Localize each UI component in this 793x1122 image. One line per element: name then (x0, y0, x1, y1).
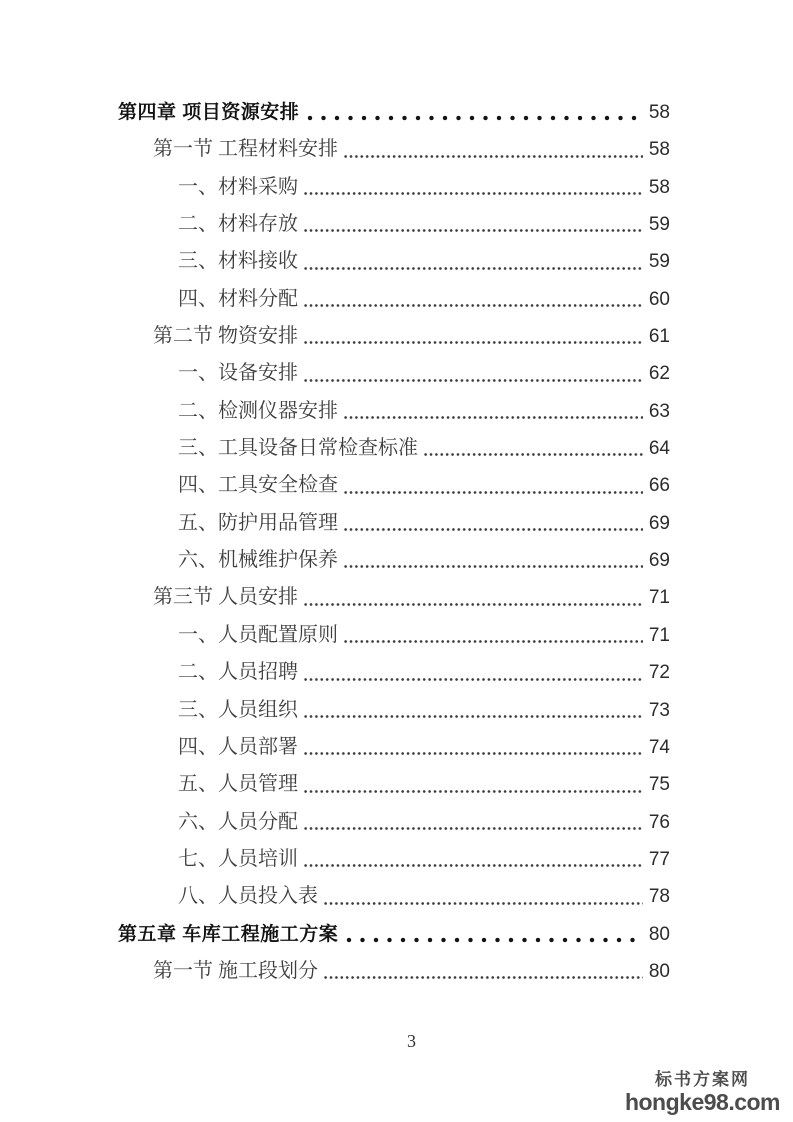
watermark-logo (625, 1070, 780, 1114)
toc-entry-item (118, 729, 670, 766)
toc-entry-page: 80 (648, 923, 670, 945)
toc-entry-title: 第三节 人员安排 (153, 586, 298, 609)
toc-entry-title: 第一节 工程材料安排 (153, 138, 338, 161)
toc-entry-title: 六、机械维护保养 (178, 549, 338, 572)
toc-entry-title: 一、设备安排 (178, 362, 298, 385)
dot-leader (324, 975, 643, 980)
toc-entry-page: 69 (648, 550, 670, 572)
toc-entry-page: 59 (648, 251, 670, 273)
toc-entry-title: 第一节 施工段划分 (153, 959, 318, 982)
toc-entry-item (118, 169, 670, 206)
toc-entry-chapter (118, 94, 670, 131)
toc-entry-page: 75 (648, 774, 670, 796)
toc-entry-item (118, 878, 670, 915)
toc-entry-title: 二、检测仪器安排 (178, 399, 338, 422)
toc-entry-title: 四、材料分配 (178, 287, 298, 310)
table-of-contents (118, 94, 670, 990)
toc-entry-item (118, 766, 670, 803)
toc-entry-title: 六、人员分配 (178, 810, 298, 833)
toc-entry-page: 59 (648, 214, 670, 236)
page-number: 3 (407, 1031, 416, 1051)
toc-entry-page: 76 (648, 811, 670, 833)
toc-entry-page: 58 (648, 176, 670, 198)
toc-entry-section (118, 131, 670, 168)
dot-leader (344, 490, 643, 495)
dot-leader (304, 602, 643, 607)
dot-leader (324, 901, 643, 906)
toc-entry-item (118, 692, 670, 729)
toc-entry-page: 73 (648, 699, 670, 721)
toc-entry-section (118, 953, 670, 990)
dot-leader (304, 677, 643, 682)
toc-entry-page: 69 (648, 512, 670, 534)
dot-leader (304, 228, 643, 233)
toc-entry-item (118, 617, 670, 654)
dot-leader (344, 564, 643, 569)
toc-entry-item (118, 467, 670, 504)
dot-leader (307, 115, 640, 121)
toc-entry-item (118, 206, 670, 243)
dot-leader (344, 527, 643, 532)
toc-entry-title: 四、人员部署 (178, 735, 298, 758)
dot-leader (344, 639, 643, 644)
toc-entry-page: 80 (648, 960, 670, 982)
toc-entry-item (118, 505, 670, 542)
toc-entry-page: 66 (648, 475, 670, 497)
dot-leader (304, 863, 643, 868)
toc-entry-item (118, 393, 670, 430)
watermark-site-name: 标书方案网 (654, 1070, 750, 1089)
toc-entry-title: 三、材料接收 (178, 250, 298, 273)
dot-leader (304, 340, 643, 345)
toc-entry-title: 一、材料采购 (178, 175, 298, 198)
toc-entry-page: 77 (648, 848, 670, 870)
toc-entry-title: 八、人员投入表 (178, 885, 318, 908)
toc-entry-item (118, 804, 670, 841)
toc-entry-title: 一、人员配置原则 (178, 623, 338, 646)
toc-entry-item (118, 841, 670, 878)
toc-entry-title: 二、人员招聘 (178, 661, 298, 684)
toc-entry-page: 61 (648, 326, 670, 348)
toc-entry-page: 78 (648, 886, 670, 908)
toc-entry-item (118, 430, 670, 467)
toc-entry-page: 71 (648, 587, 670, 609)
toc-entry-item (118, 654, 670, 691)
dot-leader (304, 191, 643, 196)
toc-entry-title: 第五章 车库工程施工方案 (118, 923, 339, 945)
toc-entry-title: 四、工具安全检查 (178, 474, 338, 497)
toc-entry-item (118, 243, 670, 280)
toc-entry-title: 二、材料存放 (178, 213, 298, 236)
dot-leader (344, 415, 643, 420)
dot-leader (304, 789, 643, 794)
dot-leader (346, 937, 640, 943)
toc-entry-title: 五、防护用品管理 (178, 511, 338, 534)
toc-entry-section (118, 579, 670, 616)
toc-entry-page: 63 (648, 400, 670, 422)
dot-leader (304, 714, 643, 719)
dot-leader (304, 303, 643, 308)
toc-entry-page: 60 (648, 288, 670, 310)
toc-entry-title: 第四章 项目资源安排 (118, 102, 300, 123)
toc-entry-title: 三、人员组织 (178, 698, 298, 721)
toc-entry-item (118, 542, 670, 579)
dot-leader (304, 266, 643, 271)
toc-entry-chapter (118, 916, 670, 953)
toc-entry-page: 64 (648, 438, 670, 460)
dot-leader (304, 378, 643, 383)
toc-entry-title: 第二节 物资安排 (153, 325, 298, 348)
toc-entry-page: 58 (648, 102, 670, 123)
toc-entry-page: 71 (648, 624, 670, 646)
toc-entry-page: 72 (648, 662, 670, 684)
dot-leader (344, 154, 643, 159)
toc-entry-page: 58 (648, 139, 670, 161)
dot-leader (424, 452, 643, 457)
toc-entry-title: 七、人员培训 (178, 847, 298, 870)
toc-entry-title: 五、人员管理 (178, 773, 298, 796)
toc-entry-item (118, 281, 670, 318)
dot-leader (304, 826, 643, 831)
watermark-site-url: hongke98.com (624, 1089, 780, 1115)
toc-entry-section (118, 318, 670, 355)
toc-entry-title: 三、工具设备日常检查标准 (178, 437, 418, 460)
toc-entry-item (118, 355, 670, 392)
toc-entry-page: 74 (648, 736, 670, 758)
dot-leader (304, 751, 643, 756)
toc-entry-page: 62 (648, 363, 670, 385)
